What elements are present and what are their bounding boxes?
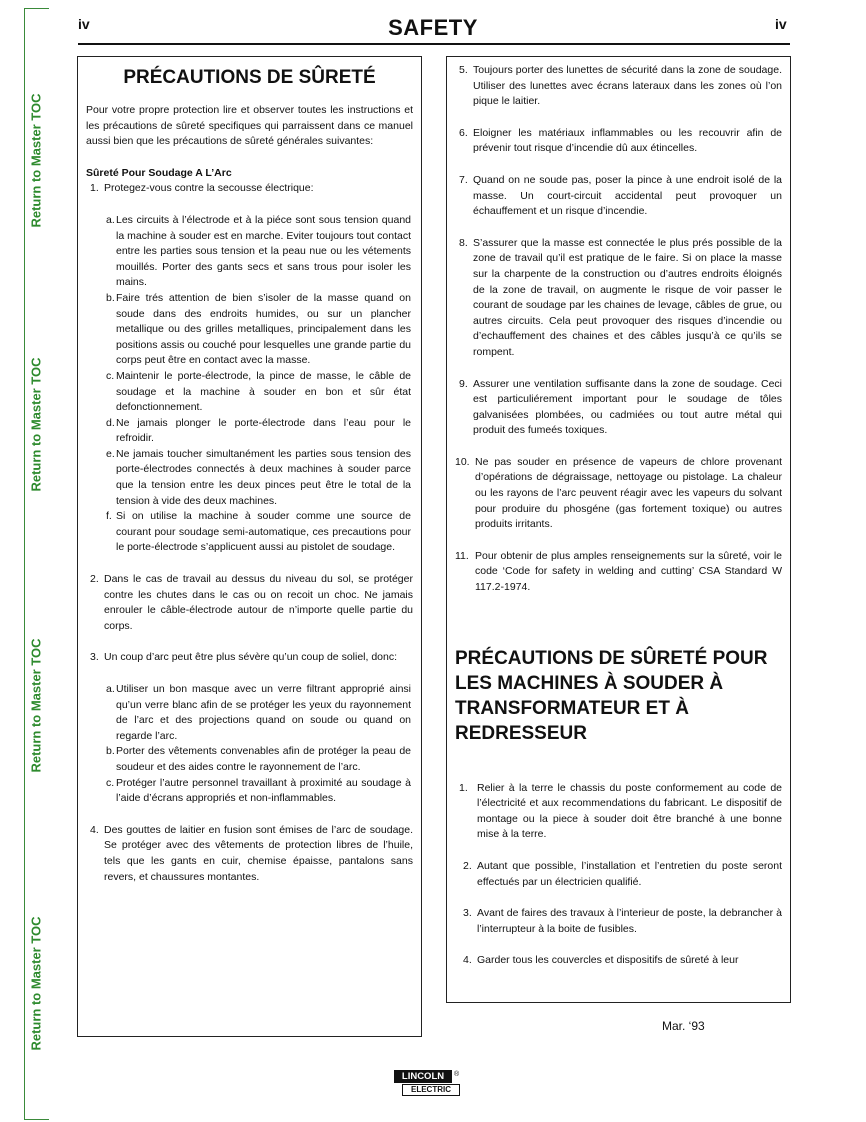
list-item: 2. Autant que possible, l’installation et l’entretien du poste seront effectués par un électricien qualifié.	[463, 860, 782, 888]
list-item: 1. Protegez-vous contre la secousse électrique:	[90, 182, 314, 195]
list-item: 11. Pour obtenir de plus amples renseignements sur la sûreté, voir le code ‘Code for safety in welding and cutting’ CSA Standard W 117.2-1974.	[455, 549, 782, 594]
sub-item: c. Protéger l’autre personnel travaillant à proximité au soudage à l’aide d’écrans appropriés et non-inflammables.	[106, 776, 411, 805]
list-item: 5. Toujours porter des lunettes de sécurité dans la zone de soudage. Utiliser des lunettes avec écrans lateraux dans les zones où l’on pique le laitier.	[459, 64, 782, 108]
sub-item: a. Utiliser un bon masque avec un verre filtrant approprié ainsi qu’un verre blanc afin de se protéger les yeux du rayonnement de l’arc et des projections quand on soude ou quand on regarde l’arc.	[106, 683, 411, 742]
page-number-left: iv	[78, 16, 90, 32]
list-item: 4. Garder tous les couvercles et dispositifs de sûreté à leur	[463, 954, 739, 967]
page-title: SAFETY	[388, 15, 478, 40]
sub-item: f. Si on utilise la machine à souder comme une source de courant pour soudage semi-automatique, ces precautions pour le porte-électrode s’applicuent aussi au pistolet de soudage.	[106, 510, 411, 554]
return-to-master-toc-link-3[interactable]: Return to Master TOC	[29, 637, 45, 773]
right-column	[446, 56, 791, 1003]
sub-item: d. Ne jamais plonger le porte-électrode dans l’eau pour le refroidir.	[106, 416, 411, 445]
sub-item: b. Porter des vêtements convenables afin de protéger la peau de soudeur et des aides contre le rayonnement de l’arc.	[106, 745, 411, 773]
section-title: PRÉCAUTIONS DE SÛRETÉ	[123, 67, 376, 88]
list-item: 9. Assurer une ventilation suffisante dans la zone de soudage. Ceci est particuliérement important pour le soudage de tôles galvanisées plombées, ou cadmiées ou tout autre métal qui produit des fumeés toxiques.	[459, 377, 782, 437]
list-item: 1. Relier à la terre le chassis du poste conformement au code de l’électricité et aux recommendations du fabricant. Le dispositif de montage ou la piece à souder doit être branché à une bonne mise à la terre.	[459, 781, 782, 841]
logo-lincoln: LINCOLN	[394, 1070, 452, 1083]
return-to-master-toc-link-4[interactable]: Return to Master TOC	[29, 915, 45, 1051]
lincoln-electric-logo	[394, 1070, 462, 1096]
logo-electric: ELECTRIC	[402, 1084, 460, 1096]
list-item: 2. Dans le cas de travail au dessus du niveau du sol, se protéger contre les chutes dans le cas ou on recoit un choc. Ne jamais enrouler le câble-électrode autour de n’importe quelle partie du corps.	[90, 573, 413, 632]
left-column	[77, 56, 422, 1037]
registered-mark: ®	[454, 1071, 460, 1078]
list-item: 7. Quand on ne soude pas, poser la pince à une endroit isolé de la masse. Un court-circuit accidental peut provoquer un échauffement et un risque d’incendie.	[459, 173, 782, 218]
page-number-right: iv	[775, 16, 787, 32]
return-to-master-toc-link-2[interactable]: Return to Master TOC	[29, 356, 45, 492]
intro-paragraph: Pour votre propre protection lire et observer toutes les instructions et les précautions de sûreté specifiques qui parraissent dans ce manuel aussi bien que les précautions de sûreté générales suivantes:	[86, 104, 413, 148]
list-item: 8. S’assurer que la masse est connectée le plus prés possible de la zone de travail qu’il est pratique de le faire. Si on place la masse sur la charpente de la construction ou d’autres endroits éloignés de la zone de travail, on augmente le risque de voir passer le courant de soudage par les chaines de levage, câbles de grue, ou autres circuits. Cela peut provoquer des risques d’incendie ou d’echauffement des chaines et des câbles jusqu’à ce qu’ils se rompent.	[459, 236, 782, 358]
subheading: Sûreté Pour Soudage A L’Arc	[86, 166, 232, 179]
sub-item: c. Maintenir le porte-électrode, la pince de masse, le câble de soudage et la machine à souder en bon et sûr état defonctionnement.	[106, 369, 411, 414]
revision-date: Mar. ‘93	[662, 1019, 705, 1033]
sub-item: b. Faire trés attention de bien s’isoler de la masse quand on soude dans des endroits humides, ou sur un plancher metallique ou des grilles metalliques, principalement dans les positions assis ou couché pour lesquelles une grande partie du corps peut être en contact avec la masse.	[106, 291, 411, 367]
list-item: 6. Eloigner les matériaux inflammables ou les recouvrir afin de prévenir tout risque d’incendie dû aux étincelles.	[459, 126, 782, 155]
header-rule	[78, 43, 790, 45]
list-item: 3. Avant de faires des travaux à l’interieur de poste, la debrancher à l’interrupteur à la boite de fusibles.	[463, 907, 782, 935]
list-item: 10. Ne pas souder en présence de vapeurs de chlore provenant d’opérations de dégraissage, nettoyage ou pistolage. La chaleur ou les rayons de l’arc peuvent réagir avec les vapeurs du solvant pour produire du phosgéne (gas fortement toxique) ou autres produits irritants.	[455, 455, 782, 531]
sub-item: e. Ne jamais toucher simultanément les parties sous tension des porte-électrodes connectés à deux machines à souder parce que la tension entre les deux pinces peut être le total de la tension à vide des deux machines.	[106, 447, 411, 507]
sub-item: a. Les circuits à l’électrode et à la piéce sont sous tension quand la machine à souder est en marche. Eviter toujours tout contact entre les parties sous tension et la peau nue ou les vétements mouillés. Porter des gants secs et sans trous pour isoler les mains.	[106, 213, 411, 289]
list-item: 4. Des gouttes de laitier en fusion sont émises de l’arc de soudage. Se protéger avec des vêtements de protection libres de l’huile, tels que les gants en cuir, chemise épaisse, pantalons sans revers, et chaussures montantes.	[90, 823, 413, 883]
list-item: 3. Un coup d’arc peut être plus sévère qu’un coup de soliel, donc:	[90, 651, 398, 664]
section-title-transformer: PRÉCAUTIONS DE SÛRETÉ POUR LES MACHINES À SOUDER À TRANSFORMATEUR ET À REDRESSEUR	[455, 647, 768, 744]
return-to-master-toc-link-1[interactable]: Return to Master TOC	[29, 92, 45, 228]
